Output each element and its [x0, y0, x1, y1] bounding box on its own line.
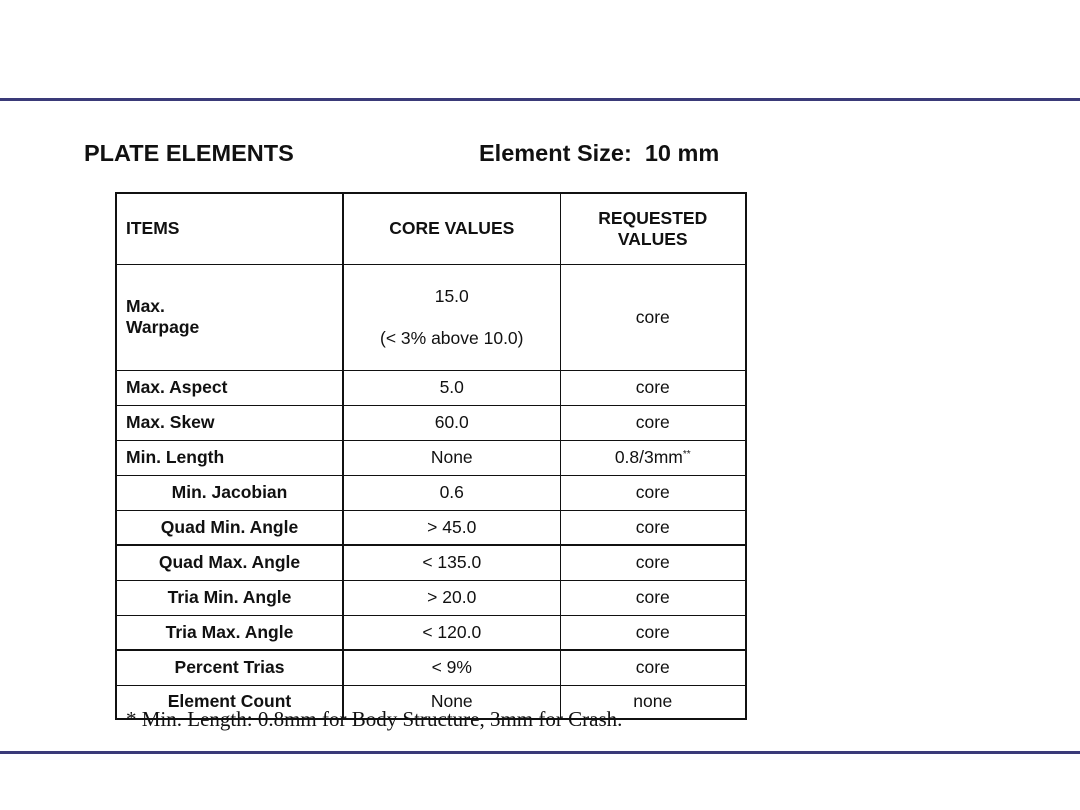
footnote: * Min. Length: 0.8mm for Body Structure, 3mm for Crash.: [126, 707, 623, 731]
table-row-tria-max-angle: [116, 615, 746, 650]
item-cell: Max. Aspect: [116, 370, 343, 405]
item-cell: Percent Trias: [116, 650, 343, 685]
core-value-cell: 5.0: [343, 370, 560, 405]
item-cell: Min. Jacobian: [116, 475, 343, 510]
table-row-max-warpage: [116, 264, 746, 370]
item-cell: Quad Max. Angle: [116, 545, 343, 580]
table-row-tria-min-angle: [116, 580, 746, 615]
table-row-min-jacobian: [116, 475, 746, 510]
item-cell: Max. Skew: [116, 405, 343, 440]
table-body: [116, 264, 746, 719]
core-value-cell: < 9%: [343, 650, 560, 685]
item-cell: Quad Min. Angle: [116, 510, 343, 545]
item-cell: Min. Length: [116, 440, 343, 475]
requested-value-cell: core: [560, 510, 746, 545]
core-value: 15.0: [434, 285, 469, 306]
core-value-cell: None: [343, 685, 560, 719]
top-rule: [0, 98, 1080, 101]
requested-value-cell: none: [560, 685, 746, 719]
element-size-label: Element Size: 10 mm: [479, 140, 720, 166]
requested-value-cell: core: [560, 264, 746, 370]
core-value-cell: < 120.0: [343, 615, 560, 650]
core-value-cell: 60.0: [343, 405, 560, 440]
requested-value-cell: core: [560, 650, 746, 685]
requested-value-cell: core: [560, 545, 746, 580]
item-cell: Element Count: [116, 685, 343, 719]
plate-elements-table: [115, 192, 747, 720]
requested-value-cell: [560, 440, 746, 475]
core-value-cell: None: [343, 440, 560, 475]
table-row-max-aspect: [116, 370, 746, 405]
item-cell: Max. Warpage: [116, 264, 343, 370]
header-items: ITEMS: [116, 193, 343, 264]
table-header: [116, 193, 746, 264]
requested-value: 0.8/3mm: [614, 447, 683, 467]
core-value-cell: > 20.0: [343, 580, 560, 615]
requested-value-cell: core: [560, 370, 746, 405]
bottom-rule: [0, 751, 1080, 754]
core-value-cell: < 135.0: [343, 545, 560, 580]
slide-title: PLATE ELEMENTS: [84, 140, 294, 166]
table-row-quad-min-angle: [116, 510, 746, 545]
core-value-cell: > 45.0: [343, 510, 560, 545]
requested-value-cell: core: [560, 615, 746, 650]
table-header-row: [116, 193, 746, 264]
footnote-marker: **: [682, 449, 691, 460]
header-core-values: CORE VALUES: [343, 193, 560, 264]
requested-value-cell: core: [560, 580, 746, 615]
core-value-cell: [343, 264, 560, 370]
table-row-min-length: [116, 440, 746, 475]
table-row-percent-trias: [116, 650, 746, 685]
core-value-cell: 0.6: [343, 475, 560, 510]
table-row-max-skew: [116, 405, 746, 440]
requested-value-cell: core: [560, 405, 746, 440]
table-row-quad-max-angle: [116, 545, 746, 580]
requested-value-cell: core: [560, 475, 746, 510]
header-requested-values: REQUESTED VALUES: [560, 193, 746, 264]
item-cell: Tria Min. Angle: [116, 580, 343, 615]
core-value-note: (< 3% above 10.0): [380, 327, 524, 348]
item-cell: Tria Max. Angle: [116, 615, 343, 650]
